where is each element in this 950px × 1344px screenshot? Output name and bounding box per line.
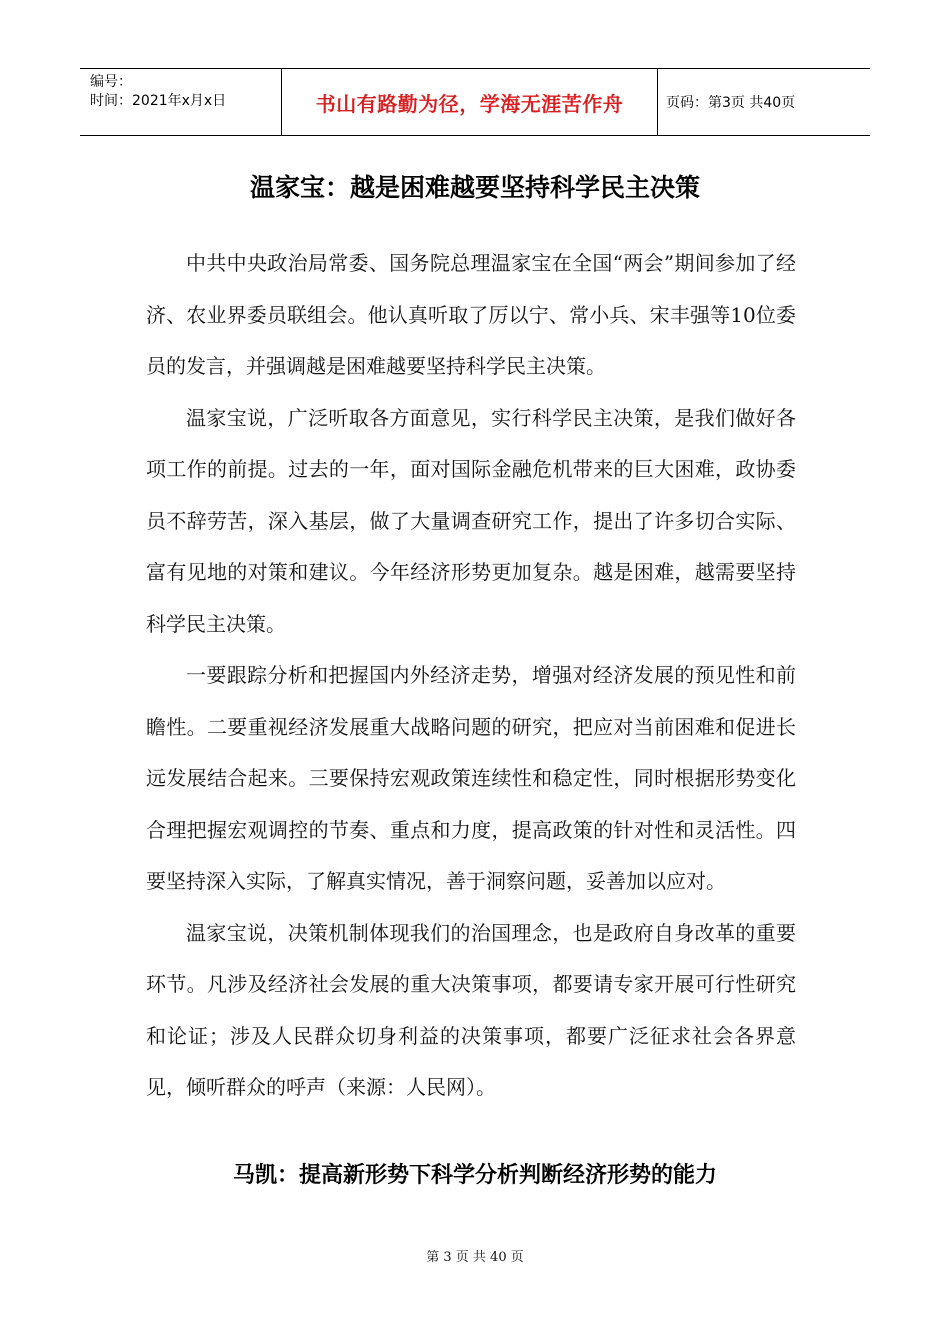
- header-meta-cell: [80, 69, 282, 135]
- paragraph: 温家宝说，广泛听取各方面意见，实行科学民主决策，是我们做好各项工作的前提。过去的一年，面对国际金融危机带来的巨大困难，政协委员不辞劳苦，深入基层，做了大量调查研究工作，提出了许多切合实际、富有见地的对策和建议。今年经济形势更加复杂。越是困难，越需要坚持科学民主决策。: [146, 405, 796, 636]
- date-label: 时间：2021年x月x日: [90, 93, 227, 109]
- page-footer: 第 3 页 共 40 页: [426, 1250, 524, 1265]
- section-title: 马凯：提高新形势下科学分析判断经济形势的能力: [232, 1163, 717, 1188]
- number-label: 编号：: [90, 74, 132, 90]
- article-body: [146, 238, 796, 1114]
- header-motto: 书山有路勤为径，学海无涯苦作舟: [282, 69, 658, 135]
- paragraph: 中共中央政治局常委、国务院总理温家宝在全国“两会”期间参加了经济、农业界委员联组会。他认真听取了厉以宁、常小兵、宋丰强等10位委员的发言，并强调越是困难越要坚持科学民主决策。: [146, 251, 796, 378]
- paragraph: 温家宝说，决策机制体现我们的治国理念，也是政府自身改革的重要环节。凡涉及经济社会发展的重大决策事项，都要请专家开展可行性研究和论证；涉及人民群众切身利益的决策事项，都要广泛征求社会各界意见，倾听群众的呼声（来源：人民网）。: [146, 920, 796, 1099]
- header-page-info: 页码：第3页 共40页: [666, 95, 796, 111]
- paragraph: 一要跟踪分析和把握国内外经济走势，增强对经济发展的预见性和前瞻性。二要重视经济发展重大战略问题的研究，把应对当前困难和促进长远发展结合起来。三要保持宏观政策连续性和稳定性，同时根据形势变化合理把握宏观调控的节奏、重点和力度，提高政策的针对性和灵活性。四要坚持深入实际，了解真实情况，善于洞察问题，妥善加以应对。: [146, 663, 796, 893]
- article-title: 温家宝：越是困难越要坚持科学民主决策: [249, 173, 700, 202]
- document-header: [80, 68, 870, 136]
